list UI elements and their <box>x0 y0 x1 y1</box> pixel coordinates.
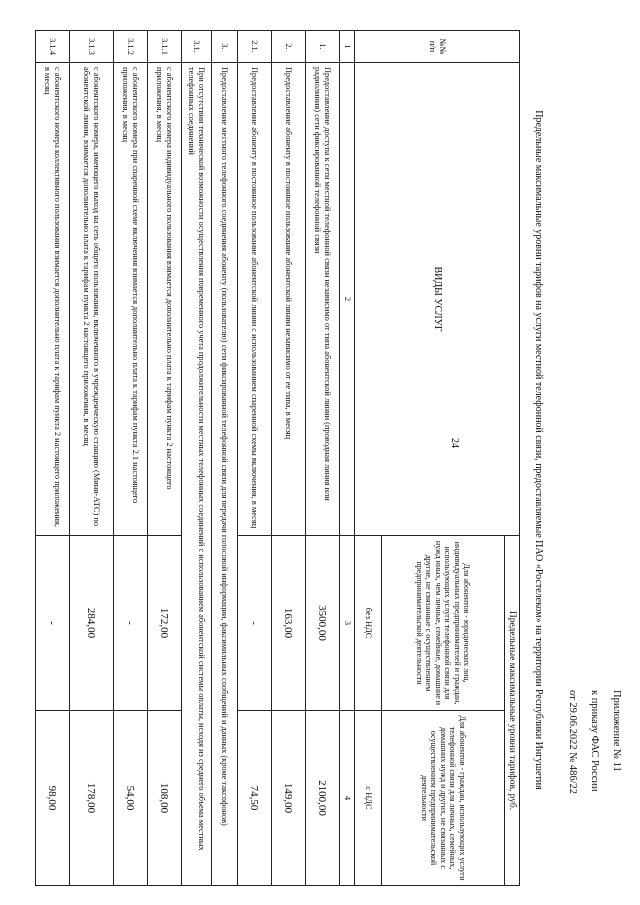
row-service: Предоставление абоненту в постоянное пользование абонентской линии независимо от ее типа, в месяц <box>272 63 306 536</box>
row-number: 3. <box>212 31 238 63</box>
row-number: 3.1.2 <box>114 31 148 63</box>
order-reference: к приказу ФАС России <box>589 690 600 792</box>
row-number: 2.1. <box>238 31 272 63</box>
row-number: 3.1. <box>182 31 212 63</box>
row-service: Предоставление абоненту в постоянное пользование абонентской линии с использованием спаренной схемы включения, в месяц <box>238 63 272 536</box>
table-row <box>212 31 238 886</box>
index-cell: 1 <box>340 31 355 63</box>
document-title: Предельные максимальные уровни тарифов на услуги местной телефонной связи, предоставляемые ПАО «Ростелеком» на территории Республики Ингушетия <box>533 110 544 790</box>
page-number: 24 <box>449 438 460 448</box>
table-row <box>182 31 212 886</box>
table-row <box>36 31 70 886</box>
table-row <box>238 31 272 886</box>
row-value-no-vat: 3500,00 <box>306 536 340 711</box>
table-row <box>306 31 340 886</box>
header-tariff-levels: Предельные максимальные уровни тарифов, руб. <box>505 536 520 886</box>
index-cell: 2 <box>340 63 355 536</box>
table-index-row <box>340 31 355 886</box>
row-service: с абонентского номера, имеющего выход на сеть общего пользования, включенного в учрежденческую станцию (Мини-АТС) по абонентской линии, взимается дополнительно плата к тарифам пункта 2 настоящего приложения, в месяц <box>70 63 114 536</box>
row-value-no-vat: 172,00 <box>148 536 182 711</box>
header-individuals: Для абонентов - граждан, использующих услуги телефонной связи для личных, семейных, домашних нужд и других, не связанных с осуществлением предпринимательской деятельности <box>382 711 505 886</box>
row-service: Предоставление местного телефонного соединения абоненту (пользователю) сети фиксированной телефонной связи для передачи голосовой информации, факсимильных сообщений и данных (кроме таксофонов) <box>212 63 238 886</box>
header-with-vat: с НДС <box>355 711 382 886</box>
rotated-content <box>30 10 640 890</box>
row-number: 3.1.4 <box>36 31 70 63</box>
table-row <box>70 31 114 886</box>
row-value-no-vat: - <box>36 536 70 711</box>
row-value-with-vat: 2100,00 <box>306 711 340 886</box>
row-number: 2. <box>272 31 306 63</box>
row-value-with-vat: 178,00 <box>70 711 114 886</box>
row-value-with-vat: 108,00 <box>148 711 182 886</box>
header-no-vat: без НДС <box>355 536 382 711</box>
appendix-label: Приложение № 11 <box>611 690 622 772</box>
row-service: с абонентского номера индивидуального пользования взимается дополнительно плата к тарифам пункта 2 настоящего приложения, в месяц <box>148 63 182 536</box>
table-row <box>114 31 148 886</box>
row-value-with-vat: 98,00 <box>36 711 70 886</box>
row-service: с абонентского номера коллективного пользования взимается дополнительно плата к тарифам пункта 2 настоящего приложения, в месяц <box>36 63 70 536</box>
header-num: №№ п/п <box>355 31 520 63</box>
row-value-with-vat: 149,00 <box>272 711 306 886</box>
table-row <box>148 31 182 886</box>
row-number: 3.1.3 <box>70 31 114 63</box>
row-number: 1. <box>306 31 340 63</box>
row-number: 3.1.1 <box>148 31 182 63</box>
table-header-row <box>505 31 520 886</box>
tariff-table <box>35 30 520 886</box>
order-date: от 29.06.2022 № 486/22 <box>567 690 578 795</box>
index-cell: 3 <box>340 536 355 711</box>
row-service: с абонентского номера при спаренной схеме включения взимается дополнительно плата к тарифам пункта 2.1 настоящего приложения, в месяц <box>114 63 148 536</box>
row-value-no-vat: - <box>238 536 272 711</box>
header-service: ВИДЫ УСЛУГ <box>355 63 520 536</box>
index-cell: 4 <box>340 711 355 886</box>
row-value-no-vat: - <box>114 536 148 711</box>
row-service: Предоставление доступа к сети местной телефонной связи независимо от типа абонентской линии (проводная линия или радиолиния) сети фиксированной телефонной связи <box>306 63 340 536</box>
row-value-no-vat: 163,00 <box>272 536 306 711</box>
row-value-with-vat: 74,50 <box>238 711 272 886</box>
row-value-with-vat: 54,00 <box>114 711 148 886</box>
header-legal-entities: Для абонентов - юридических лиц, индивидуальных предпринимателей и граждан, использующих услуги телефонной связи для нужд иных, чем личные, семейные, домашние и другие, не связанные с осуществлением предпринимательской деятельности <box>382 536 505 711</box>
table-row <box>272 31 306 886</box>
row-service: При отсутствии технической возможности осуществления повременного учета продолжительности местных телефонных соединений с использованием абонентской системы оплаты, исходя из среднего объема местных телефонных соединений <box>182 63 212 886</box>
row-value-no-vat: 284,00 <box>70 536 114 711</box>
